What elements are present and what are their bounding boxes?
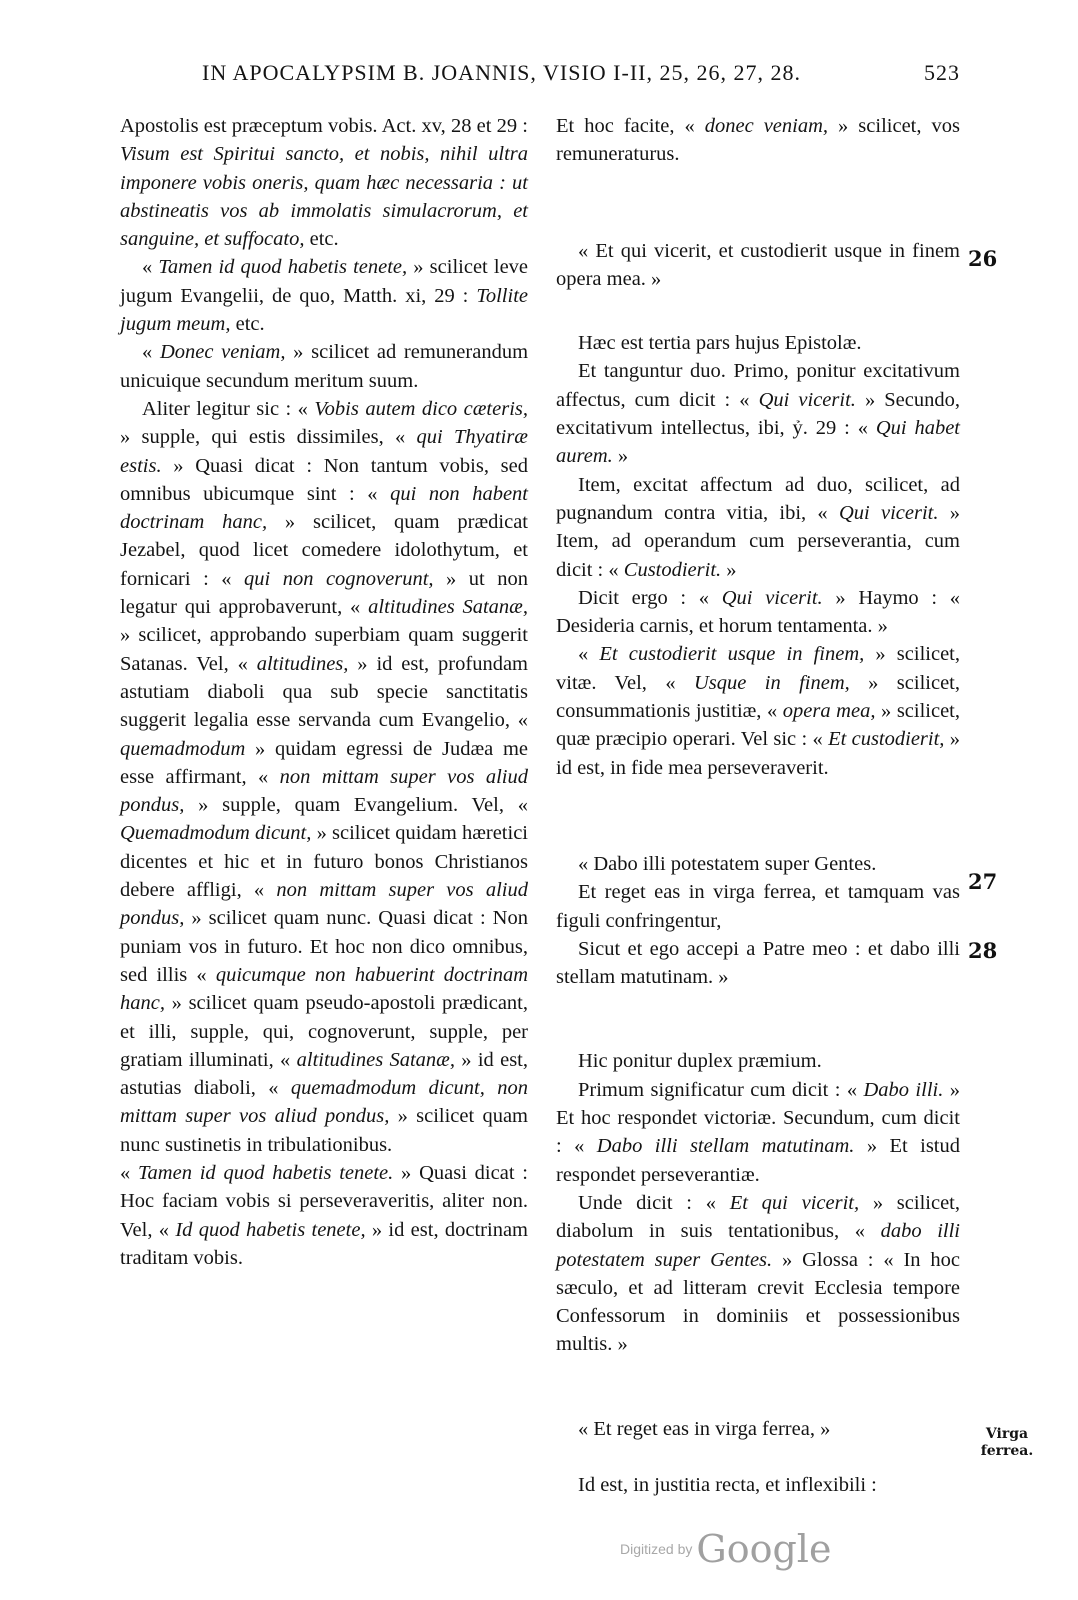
- text-run: » scilicet, quæ præcipio operari. Vel sic : «: [556, 700, 961, 751]
- italic-quote: Qui vicerit.: [838, 501, 939, 524]
- text-run: » scilicet quidam hæretici dicentes et hic et in futuro bonos Christianos debere affligi, «: [120, 822, 528, 902]
- text-run: » Quasi dicat : Non tantum vobis, sed omnibus ubicumque sint : «: [120, 454, 528, 505]
- text-run: Et hoc facite, «: [556, 115, 705, 137]
- left-paragraph: [120, 395, 528, 1159]
- italic-quote: Id quod habetis tenete,: [175, 1218, 366, 1241]
- spacer: [556, 1443, 960, 1471]
- right-paragraph: [556, 850, 960, 878]
- italic-quote: Tamen id quod habetis tenete,: [158, 256, 408, 279]
- right-paragraph: [556, 112, 960, 169]
- italic-quote: Visum est Spiritui sancto, et nobis, nihil ultra imponere vobis oneris, quam hæc necessaria : ut abstineatis vos ab immolatis simulacrorum, et sanguine, et suffocato,: [120, 143, 528, 251]
- italic-quote: Donec veniam,: [159, 341, 286, 364]
- italic-quote: non mittam super vos aliud pondus,: [120, 879, 529, 930]
- text-run: » id est, profundam astutiam diaboli qua sub specie sanctitatis suggerit legalia esse servanda cum Evangelio, «: [120, 652, 528, 732]
- text-run: » id est, doctrinam traditam vobis.: [120, 1218, 528, 1269]
- italic-quote: qui Thyatiræ estis.: [120, 426, 528, 477]
- italic-quote: altitudines,: [256, 652, 349, 675]
- right-paragraph: [556, 1471, 960, 1499]
- text-run: Et tanguntur duo. Primo, ponitur excitativum affectus, cum dicit : «: [556, 360, 960, 411]
- text-run: » scilicet, quam prædicat Jezabel, quod licet comedere idolothytum, et fornicari : «: [120, 511, 528, 590]
- text-run: » Et hoc respondet victoriæ. Secundum, cum dicit : «: [556, 1078, 960, 1158]
- italic-quote: quemadmodum dicunt, non mittam super vos aliud pondus,: [120, 1077, 528, 1128]
- text-run: » scilicet quam pseudo-apostoli prædicant, et illi, supple, qui, cognoverunt, supple, per gratiam illuminati, «: [120, 992, 528, 1071]
- spacer: [556, 169, 960, 237]
- left-paragraph: [120, 253, 528, 338]
- italic-quote: Qui vicerit.: [758, 388, 856, 411]
- right-paragraph: [556, 237, 960, 294]
- text-run: Id est, in justitia recta, et inflexibili :: [578, 1473, 877, 1496]
- right-paragraph: [556, 1415, 960, 1443]
- text-run: «: [120, 1161, 139, 1184]
- text-run: « Dabo illi potestatem super Gentes.: [578, 852, 877, 875]
- italic-quote: Usque in finem,: [693, 671, 850, 694]
- text-run: » Et istud respondet perseverantiæ.: [556, 1135, 960, 1186]
- text-run: Dicit ergo : «: [578, 586, 722, 609]
- italic-quote: Custodierit.: [623, 558, 722, 581]
- text-run: «: [142, 256, 159, 279]
- text-run: » Haymo : « Desideria carnis, et horum tentamenta. »: [556, 586, 960, 638]
- italic-quote: altitudines Satanæ,: [296, 1048, 455, 1071]
- text-run: Aliter legitur sic : «: [142, 397, 315, 420]
- spacer: [556, 293, 960, 329]
- right-paragraph: [556, 640, 960, 781]
- right-paragraph: [556, 357, 960, 470]
- text-run: etc.: [230, 313, 265, 336]
- italic-quote: donec veniam,: [704, 115, 829, 137]
- text-run: »: [612, 445, 629, 468]
- text-run: Item, excitat affectum ad duo, scilicet, ad pugnandum contra vitia, ibi, «: [556, 473, 960, 524]
- right-paragraph: [556, 935, 960, 992]
- italic-quote: Dabo illi.: [863, 1078, 944, 1101]
- text-run: » scilicet, consummationis justitiæ, «: [556, 671, 960, 723]
- text-run: » scilicet, approbando superbiam quam suggerit Satanas. Vel, «: [120, 624, 528, 675]
- text-run: » scilicet, vos remuneraturus.: [556, 115, 960, 166]
- text-run: » supple, quam Evangelium. Vel, «: [184, 794, 528, 817]
- italic-quote: quemadmodum: [120, 737, 246, 760]
- right-paragraph: [556, 329, 960, 357]
- left-paragraph: [120, 1159, 528, 1272]
- text-run: » scilicet, diabolum in suis tentationibus, «: [556, 1191, 960, 1243]
- text-run: « Et qui vicerit, et custodierit usque in finem opera mea. »: [556, 239, 960, 290]
- right-paragraph: [556, 584, 960, 641]
- right-paragraph: [556, 1189, 960, 1359]
- digitized-footer: [620, 1527, 831, 1571]
- left-paragraph: [120, 338, 528, 395]
- page-number: 523: [924, 60, 960, 85]
- text-run: «: [142, 341, 160, 364]
- text-run: etc.: [304, 228, 339, 251]
- italic-quote: Dabo illi stellam matutinam.: [596, 1135, 855, 1158]
- italic-quote: non mittam super vos aliud pondus,: [120, 765, 528, 817]
- italic-quote: Quemadmodum dicunt,: [120, 822, 312, 845]
- text-run: » Secundo, excitativum intellectus, ibi, ỷ. 29 : «: [556, 388, 960, 440]
- italic-quote: qui non cognoverunt,: [244, 567, 434, 590]
- italic-quote: quicumque non habuerint doctrinam hanc,: [120, 963, 528, 1015]
- verse-number-27: 27: [968, 869, 998, 894]
- text-run: » Item, ad operandum cum perseverantia, cum dicit : «: [556, 501, 960, 581]
- italic-quote: Et custodierit,: [828, 728, 945, 751]
- italic-quote: opera mea,: [782, 700, 876, 723]
- italic-quote: qui non habent doctrinam hanc,: [120, 482, 528, 534]
- google-logo: Google: [696, 1527, 832, 1571]
- text-run: «: [578, 643, 600, 666]
- italic-quote: Tamen id quod habetis tenete.: [138, 1161, 394, 1184]
- text-run: » Quasi dicat : Hoc faciam vobis si perseveraveritis, aliter non. Vel, «: [120, 1161, 528, 1241]
- right-paragraph: [556, 878, 960, 935]
- text-run: Unde dicit : «: [578, 1191, 730, 1214]
- right-paragraph: [556, 1076, 960, 1189]
- spacer: [556, 991, 960, 1047]
- italic-quote: Et qui vicerit,: [729, 1191, 860, 1214]
- text-run: » scilicet quam nunc. Quasi dicat : Non puniam vos in futuro. Et hoc non dico omnibus, sed illis «: [120, 907, 528, 986]
- text-run: » scilicet leve jugum Evangelii, de quo, Matth. xi, 29 :: [120, 256, 529, 307]
- text-run: Hæc est tertia pars hujus Epistolæ.: [578, 332, 862, 355]
- italic-quote: Vobis autem dico cæteris,: [314, 397, 528, 420]
- text-run: » supple, qui estis dissimiles, «: [120, 426, 417, 449]
- header-title: IN APOCALYPSIM B. JOANNIS, VISIO I-II, 25, 26, 27, 28.: [202, 60, 801, 85]
- text-run: » scilicet ad remunerandum unicuique secundum meritum suum.: [120, 341, 529, 392]
- text-run: » ut non legatur qui approbaverunt, «: [120, 567, 529, 619]
- spacer: [556, 782, 960, 850]
- text-run: Sicut et ego accepi a Patre meo : et dabo illi stellam matutinam. »: [556, 937, 960, 989]
- right-paragraph: [556, 1047, 960, 1075]
- text-run: « Et reget eas in virga ferrea, »: [578, 1417, 831, 1440]
- text-run: » Glossa : « In hoc sæculo, et ad litteram crevit Ecclesia tempore Confessorum in dominiis et possessionibus multis. »: [556, 1248, 960, 1356]
- digitized-by-label: Digitized by: [620, 1541, 693, 1557]
- text-run: Hic ponitur duplex præmium.: [578, 1050, 822, 1073]
- text-run: Primum significatur cum dicit : «: [578, 1078, 864, 1101]
- verse-number-28: 28: [968, 938, 998, 963]
- text-run: » scilicet, vitæ. Vel, «: [556, 643, 960, 694]
- spacer: [556, 1359, 960, 1415]
- text-run: » quidam egressi de Judæa me esse affirmant, «: [120, 737, 528, 788]
- right-paragraph: [556, 471, 960, 584]
- text-run: »: [721, 558, 737, 581]
- right-column: [556, 112, 960, 1499]
- text-run: Apostolis est præceptum vobis. Act. xv, 28 et 29 :: [120, 115, 528, 137]
- italic-quote: Et custodierit usque in finem,: [599, 643, 865, 666]
- verse-number-26: 26: [968, 246, 998, 271]
- running-header: [160, 60, 960, 90]
- italic-quote: Qui vicerit.: [721, 586, 823, 609]
- margin-note-virga-ferrea: Virga ferrea.: [980, 1426, 1034, 1459]
- text-run: Et reget eas in virga ferrea, et tamquam vas figuli confringentur,: [556, 881, 960, 932]
- text-run: » id est, astutias diaboli, «: [120, 1048, 528, 1100]
- italic-quote: dabo illi potestatem super Gentes.: [556, 1220, 960, 1271]
- text-run: » id est, in fide mea perseveraverit.: [556, 728, 960, 779]
- text-run: » scilicet quam nunc sustinetis in tribulationibus.: [120, 1105, 528, 1156]
- left-paragraph: [120, 112, 528, 253]
- left-column: [120, 112, 528, 1272]
- italic-quote: Tollite jugum meum,: [120, 284, 528, 336]
- italic-quote: altitudines Satanæ,: [368, 596, 528, 619]
- italic-quote: Qui habet aurem.: [556, 417, 960, 468]
